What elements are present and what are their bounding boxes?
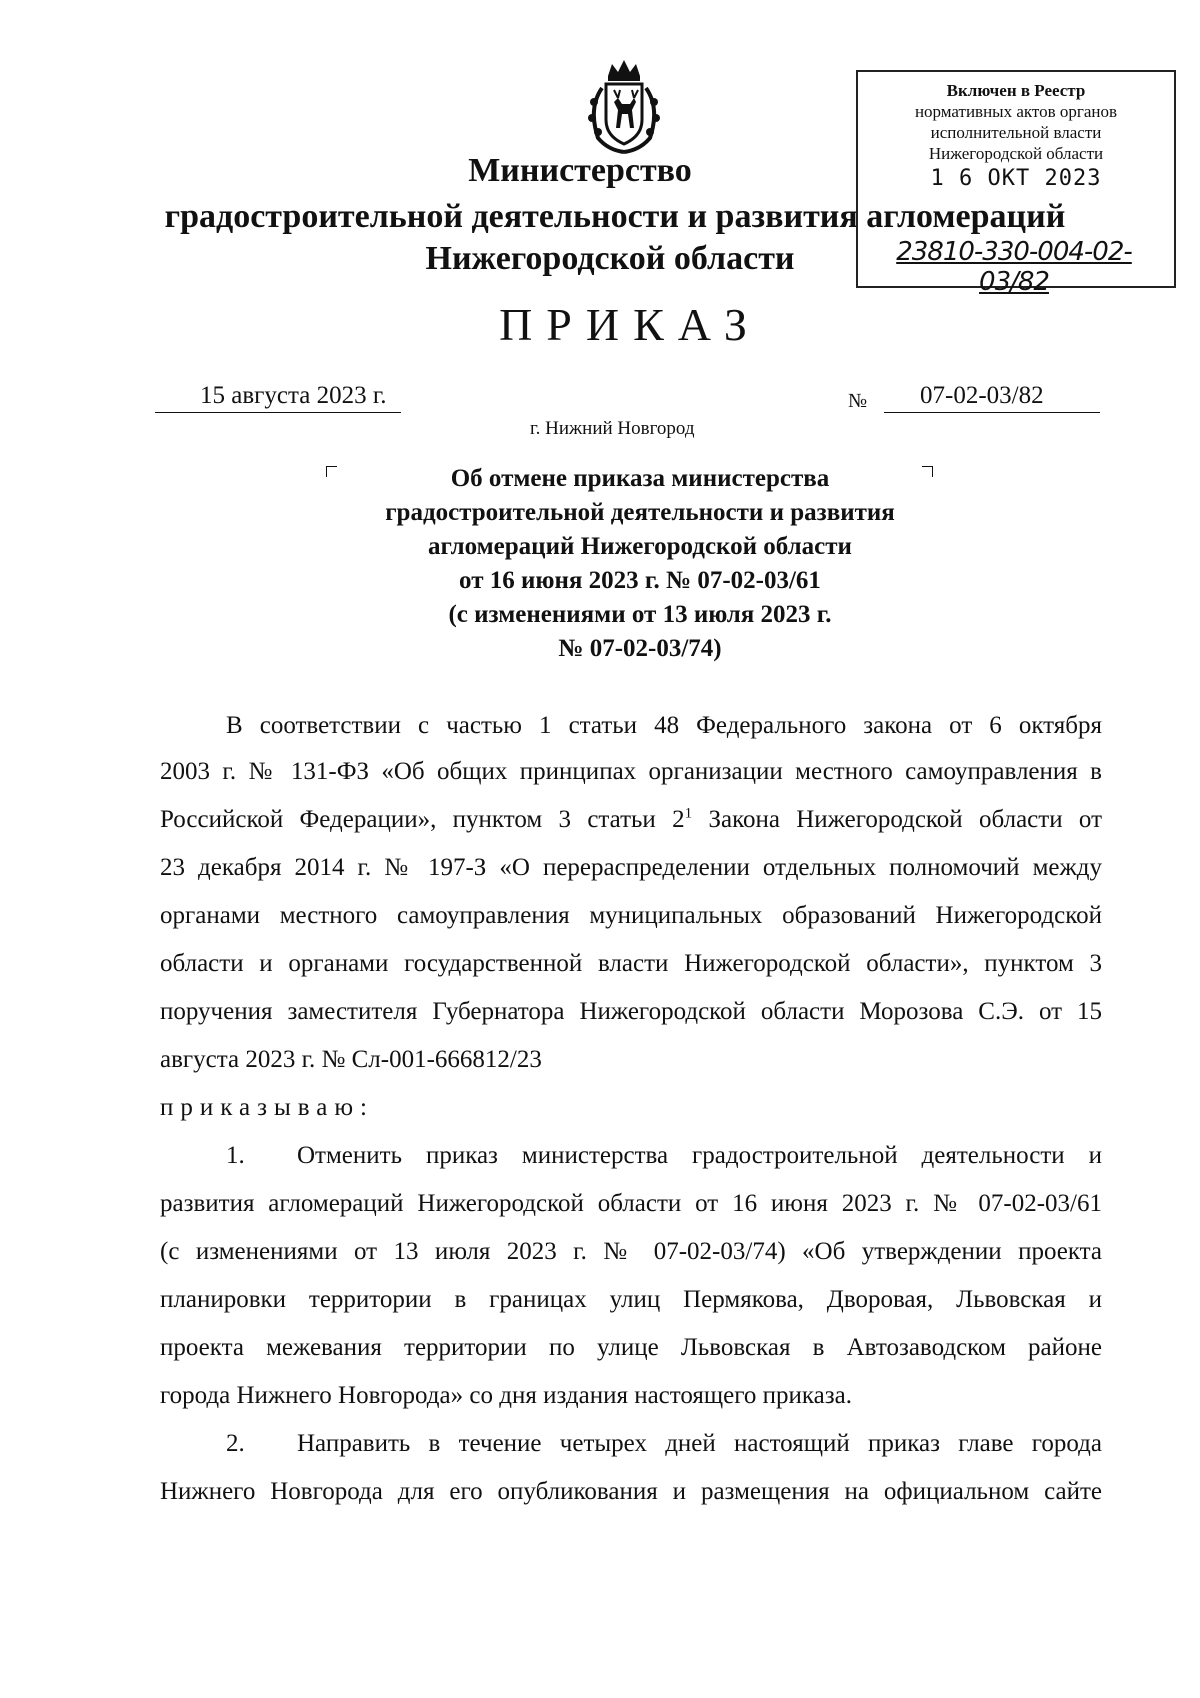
body-line: планировки территории в границах улиц Пермякова, Дворовая, Львовская и (160, 1286, 1102, 1313)
stamp-line2: нормативных актов органов (914, 102, 1118, 121)
body-line: Отменить приказ министерства градостроительной деятельности и (297, 1142, 1102, 1169)
superscript: 1 (684, 805, 693, 822)
order-number: 07-02-03/82 (920, 382, 1044, 409)
date-underline (155, 412, 401, 413)
city-name: г. Нижний Новгород (530, 418, 695, 439)
subject-line: градостроительной деятельности и развития (385, 499, 895, 526)
subject-line: агломераций Нижегородской области (428, 533, 852, 560)
number-underline (884, 412, 1100, 413)
body-line: (с изменениями от 13 июля 2023 г. № 07-02-03/74) «Об утверждении проекта (160, 1238, 1102, 1265)
subject-line: (с изменениями от 13 июля 2023 г. (448, 601, 832, 628)
item-number: 1. (226, 1142, 245, 1169)
ministry-name-line1: Министерство (468, 152, 692, 189)
body-text: Закона Нижегородской области от (692, 806, 1102, 833)
order-directive-word: приказываю: (160, 1094, 374, 1121)
subject-line: от 16 июня 2023 г. № 07-02-03/61 (459, 567, 821, 594)
subject-line: Об отмене приказа министерства (450, 465, 830, 492)
stamp-registry-number: 23810-330-004-02-03/82 (896, 237, 1132, 297)
stamp-line4: Нижегородской области (928, 144, 1104, 163)
order-date: 15 августа 2023 г. (200, 382, 387, 409)
subject-line: № 07-02-03/74) (558, 635, 722, 662)
body-line (160, 806, 1102, 834)
registry-stamp (856, 70, 1176, 297)
stamp-line3: исполнительной власти (930, 123, 1102, 142)
body-line: города Нижнего Новгорода» со дня издания настоящего приказа. (160, 1382, 852, 1409)
body-line: проекта межевания территории по улице Львовская в Автозаводском районе (160, 1334, 1102, 1361)
body-line: органами местного самоуправления муниципальных образований Нижегородской (160, 902, 1102, 929)
order-title: ПРИКАЗ (499, 299, 761, 350)
body-line: Нижнего Новгорода для его опубликования и размещения на официальном сайте (160, 1478, 1102, 1505)
stamp-line1: Включен в Реестр (946, 81, 1086, 100)
corner-mark-left (326, 466, 337, 477)
item-number: 2. (226, 1430, 245, 1457)
ministry-name-line2: градостроительной деятельности и развития агломераций (164, 198, 1066, 235)
body-text: Российской Федерации», пунктом 3 статьи 2 (160, 806, 685, 833)
number-sign: № (848, 390, 868, 412)
body-line: Направить в течение четырех дней настоящий приказ главе города (297, 1430, 1102, 1457)
body-line: 2003 г. № 131-ФЗ «Об общих принципах организации местного самоуправления в (160, 758, 1102, 785)
coat-of-arms-emblem (578, 58, 670, 158)
body-line: 23 декабря 2014 г. № 197-З «О перераспределении отдельных полномочий между (160, 854, 1102, 881)
body-line: развития агломераций Нижегородской области от 16 июня 2023 г. № 07-02-03/61 (160, 1190, 1102, 1217)
body-line: поручения заместителя Губернатора Нижегородской области Морозова С.Э. от 15 (160, 998, 1102, 1025)
order-subject (340, 462, 940, 666)
ministry-name-line3: Нижегородской области (425, 240, 795, 277)
stamp-date: 1 6 ОКТ 2023 (930, 166, 1102, 191)
body-line: августа 2023 г. № Сл-001-666812/23 (160, 1046, 542, 1073)
body-line: В соответствии с частью 1 статьи 48 Федерального закона от 6 октября (226, 712, 1102, 739)
body-line: области и органами государственной власти Нижегородской области», пунктом 3 (160, 950, 1102, 977)
